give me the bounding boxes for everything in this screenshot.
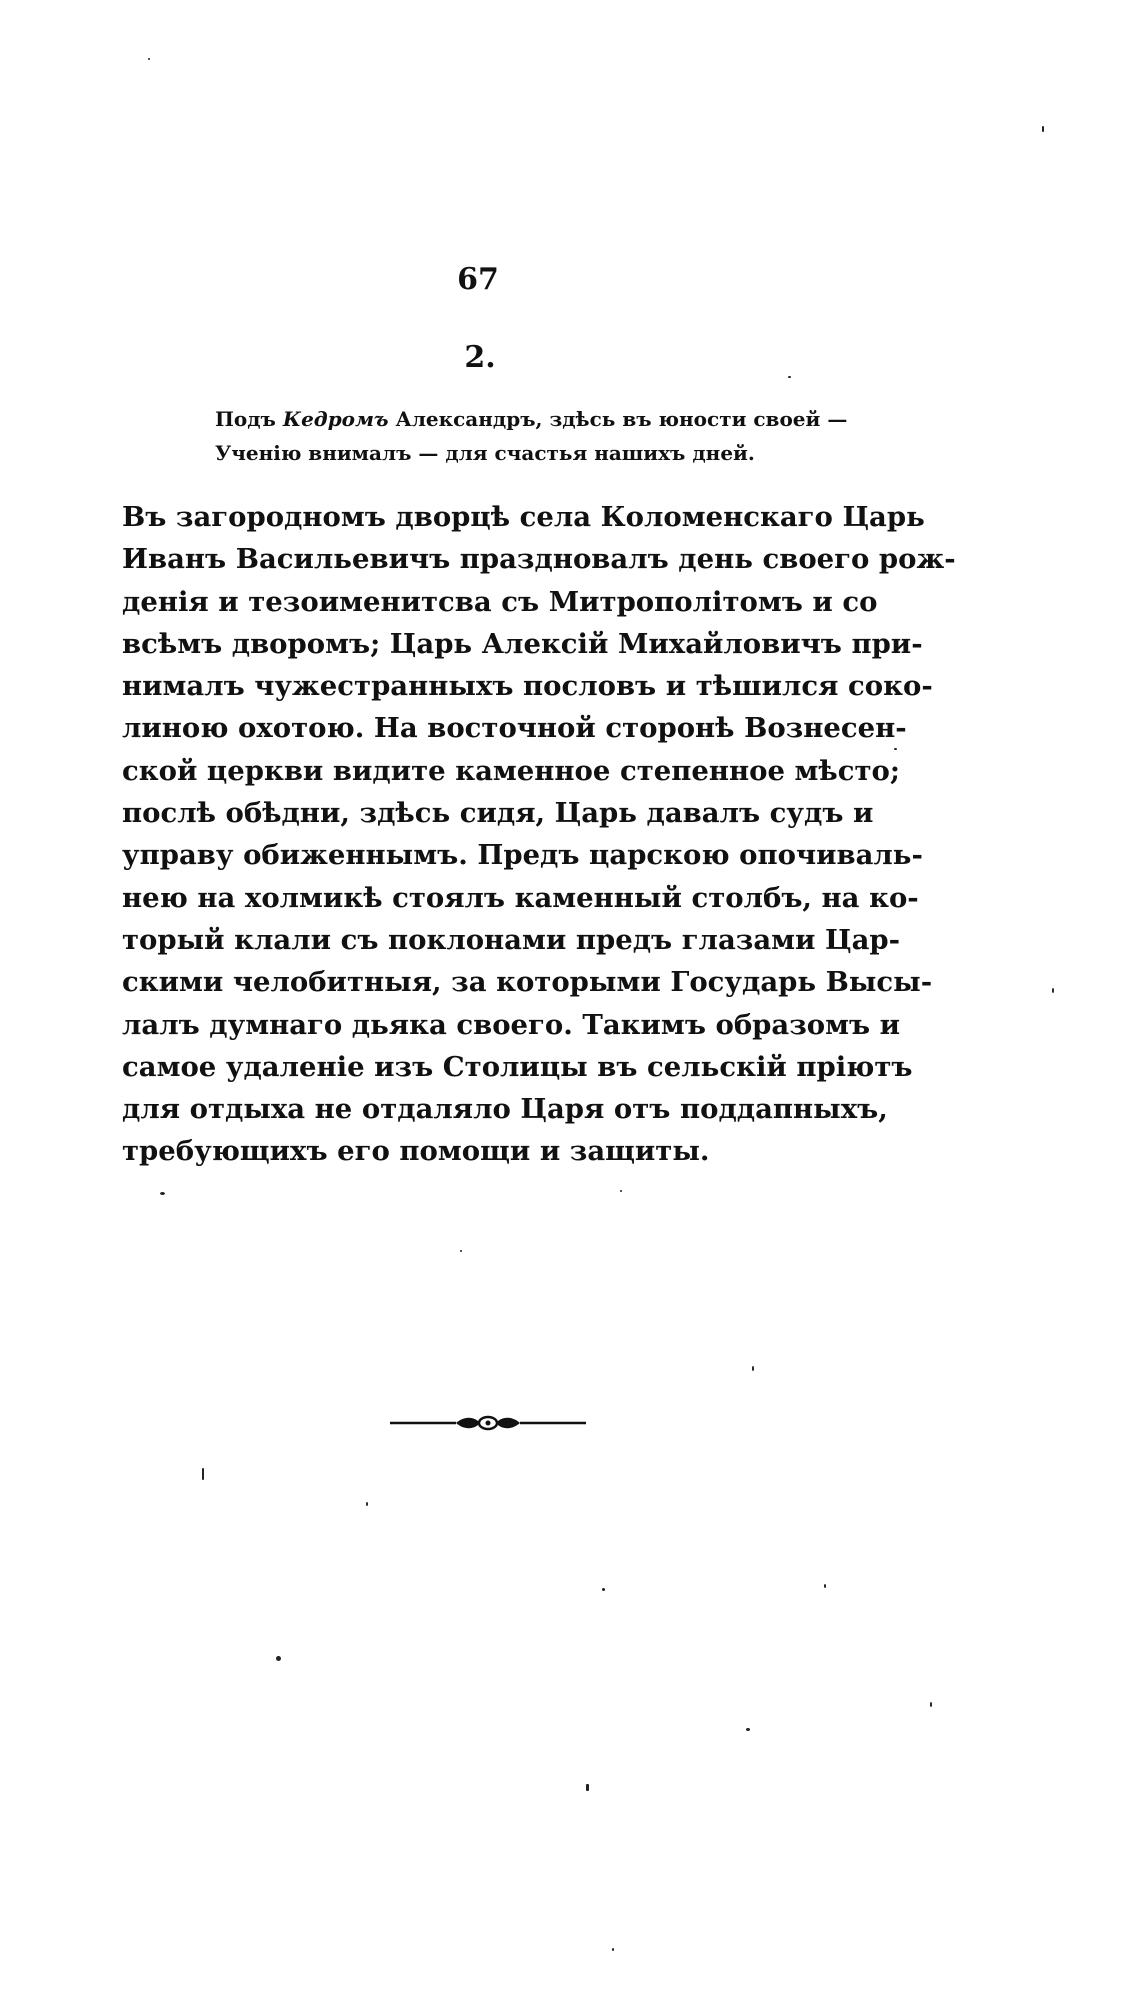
- print-speck: [1052, 988, 1054, 993]
- decorative-divider-icon: [388, 1410, 588, 1436]
- body-line: нею на холмикѣ стоялъ каменный столбъ, на ко-: [122, 881, 919, 914]
- body-line: управу обиженнымъ. Предъ царскою опочиваль-: [122, 839, 923, 872]
- print-speck: [788, 376, 791, 378]
- print-speck: [460, 1250, 462, 1252]
- print-speck: [202, 1468, 204, 1480]
- epigraph: [215, 402, 855, 470]
- print-speck: [160, 1192, 165, 1195]
- body-paragraph: [122, 496, 956, 1173]
- print-speck: [586, 1784, 589, 1791]
- print-speck: [602, 1588, 605, 1591]
- body-line: послѣ обѣдни, здѣсь сидя, Царь давалъ судъ и: [122, 797, 874, 830]
- epigraph-line-1: [215, 402, 855, 436]
- epigraph-line-2: Ученію внималъ — для счастья нашихъ дней.: [215, 441, 755, 465]
- print-speck: [930, 1702, 932, 1707]
- body-line: скими челобитныя, за которыми Государь Высы-: [122, 966, 933, 999]
- print-speck: [746, 1728, 750, 1731]
- body-line: ской церкви видите каменное степенное мѣсто;: [122, 754, 901, 787]
- print-speck: [366, 1502, 368, 1506]
- section-number: 2.: [464, 340, 496, 375]
- print-speck: [148, 58, 150, 60]
- print-speck: [752, 1366, 754, 1371]
- body-line: денія и тезоименитсва съ Митрополітомъ и со: [122, 585, 878, 618]
- print-speck: [1042, 126, 1044, 132]
- print-speck: [824, 1584, 826, 1588]
- body-line: Въ загородномъ дворцѣ села Коломенскаго Царь: [122, 501, 925, 533]
- print-speck: [276, 1656, 281, 1661]
- body-line: Иванъ Васильевичъ праздновалъ день своего рож-: [122, 543, 956, 576]
- print-speck: [612, 1948, 614, 1951]
- body-line: линою охотою. На восточной сторонѣ Вознесен-: [122, 712, 907, 745]
- body-line: торый клали съ поклонами предъ глазами Цар-: [122, 923, 901, 956]
- body-line: нималъ чужестранныхъ пословъ и тѣшился соко-: [122, 670, 933, 703]
- body-line: всѣмъ дворомъ; Царь Алексій Михайловичъ при-: [122, 627, 923, 660]
- epigraph-line-1-suffix: Александръ, здѣсь въ юности своей —: [388, 407, 848, 431]
- body-line: требующихъ его помощи и защиты.: [122, 1135, 710, 1168]
- page-number: 67: [457, 262, 499, 297]
- body-line: лалъ думнаго дьяка своего. Такимъ образомъ и: [122, 1008, 901, 1041]
- epigraph-italic-word: Кедромъ: [282, 407, 389, 431]
- print-speck: [894, 748, 897, 750]
- body-line: для отдыха не отдаляло Царя отъ поддапныхъ,: [122, 1093, 888, 1126]
- print-speck: [620, 1190, 622, 1192]
- body-line: самое удаленіе изъ Столицы въ сельскій пріютъ: [122, 1050, 913, 1083]
- epigraph-line-1-prefix: Подъ: [215, 407, 283, 431]
